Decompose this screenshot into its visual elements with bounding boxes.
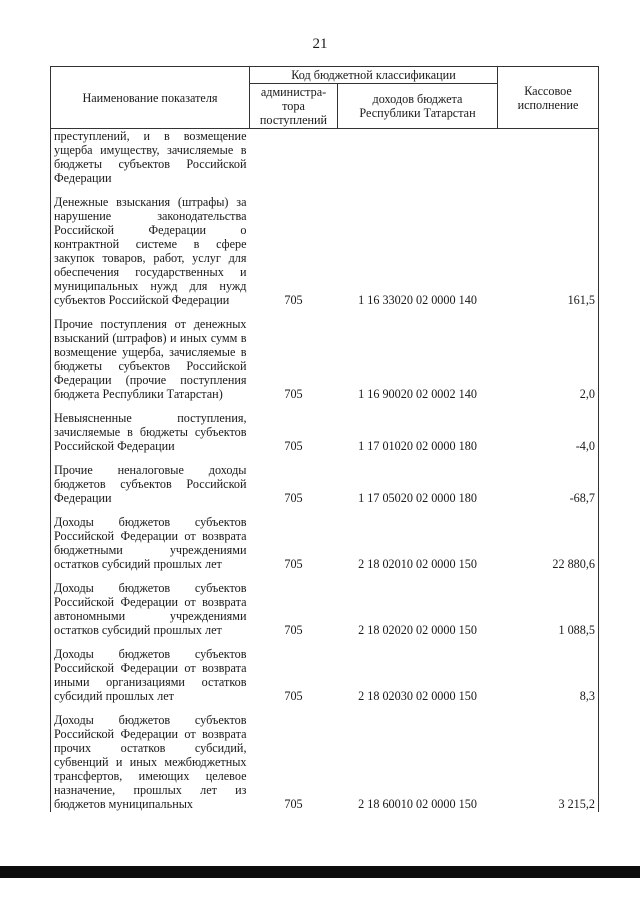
cell-admin-code: 705	[284, 689, 303, 703]
header-income-code: доходов бюджета Республики Татарстан	[338, 84, 498, 129]
cell-admin-code: 705	[284, 491, 303, 505]
row-spacer	[51, 402, 599, 411]
cell-name: Доходы бюджетов субъектов Российской Федерации от возврата прочих остатков субсидий, субвенций и иных межбюджетных трансфертов, имеющих целевое назначение, прошлых лет из бюджетов муниципальных	[51, 713, 250, 812]
cell-name: Прочие неналоговые доходы бюджетов субъектов Российской Федерации	[51, 463, 250, 506]
cell-income-code: 2 18 02010 02 0000 150	[358, 557, 477, 571]
header-amount: Кассовое исполнение	[498, 67, 599, 129]
cell-income-code	[338, 129, 498, 187]
cell-amount: 2,0	[498, 317, 599, 402]
cell-income-code: 2 18 02030 02 0000 150	[358, 689, 477, 703]
cell-income-code: 2 18 02020 02 0000 150	[358, 623, 477, 637]
cell-amount: -4,0	[498, 411, 599, 454]
cell-amount: 22 880,6	[498, 515, 599, 572]
cell-income-code: 1 17 01020 02 0000 180	[358, 439, 477, 453]
page-number: 21	[312, 36, 328, 52]
table-row	[51, 411, 599, 454]
table-row	[51, 317, 599, 402]
cell-income-code: 2 18 60010 02 0000 150	[358, 797, 477, 811]
cell-admin-code: 705	[284, 387, 303, 401]
cell-income-code: 1 16 33020 02 0000 140	[358, 293, 477, 307]
cell-income-code: 1 16 90020 02 0002 140	[358, 387, 477, 401]
cell-name: Доходы бюджетов субъектов Российской Федерации от возврата автономными учреждениями остатков субсидий прошлых лет	[51, 581, 250, 638]
row-spacer	[51, 186, 599, 195]
row-spacer	[51, 638, 599, 647]
cell-name: Доходы бюджетов субъектов Российской Федерации от возврата бюджетными учреждениями остатков субсидий прошлых лет	[51, 515, 250, 572]
cell-name: Денежные взыскания (штрафы) за нарушение законодательства Российской Федерации о контрактной системе в сфере закупок товаров, работ, услуг для обеспечения государственных и муниципальных нужд для нужд субъектов Российской Федерации	[51, 195, 250, 308]
table-row	[51, 129, 599, 187]
cell-name: Доходы бюджетов субъектов Российской Федерации от возврата иными организациями остатков субсидий прошлых лет	[51, 647, 250, 704]
cell-income-code: 1 17 05020 02 0000 180	[358, 491, 477, 505]
cell-admin-code	[250, 129, 338, 187]
scan-bottom-bar	[0, 866, 640, 878]
cell-amount: 1 088,5	[498, 581, 599, 638]
cell-admin-code: 705	[284, 557, 303, 571]
table-row	[51, 713, 599, 812]
header-name: Наименование показателя	[51, 67, 250, 129]
table-body	[51, 129, 599, 813]
cell-amount: 161,5	[498, 195, 599, 308]
cell-name: Невыясненные поступления, зачисляемые в бюджеты субъектов Российской Федерации	[51, 411, 250, 454]
cell-name: преступлений, и в возмещение ущерба имуществу, зачисляемые в бюджеты субъектов Российской Федерации	[51, 129, 250, 187]
cell-amount	[498, 129, 599, 187]
table-row	[51, 515, 599, 572]
table-row	[51, 581, 599, 638]
row-spacer	[51, 308, 599, 317]
cell-amount: -68,7	[498, 463, 599, 506]
cell-admin-code: 705	[284, 623, 303, 637]
cell-amount: 8,3	[498, 647, 599, 704]
cell-amount: 3 215,2	[498, 713, 599, 812]
table-header	[51, 67, 599, 129]
row-spacer	[51, 704, 599, 713]
table-row	[51, 195, 599, 308]
header-classification-group: Код бюджетной классификации	[250, 67, 498, 84]
row-spacer	[51, 572, 599, 581]
row-spacer	[51, 506, 599, 515]
header-admin-code: администра- тора поступлений	[250, 84, 338, 129]
row-spacer	[51, 454, 599, 463]
table-row	[51, 463, 599, 506]
table-row	[51, 647, 599, 704]
budget-table	[50, 66, 599, 812]
cell-admin-code: 705	[284, 293, 303, 307]
cell-name: Прочие поступления от денежных взысканий (штрафов) и иных сумм в возмещение ущерба, зачисляемые в бюджеты субъектов Российской Федерации (прочие поступления бюджета Республики Татарстан)	[51, 317, 250, 402]
cell-admin-code: 705	[284, 797, 303, 811]
cell-admin-code: 705	[284, 439, 303, 453]
